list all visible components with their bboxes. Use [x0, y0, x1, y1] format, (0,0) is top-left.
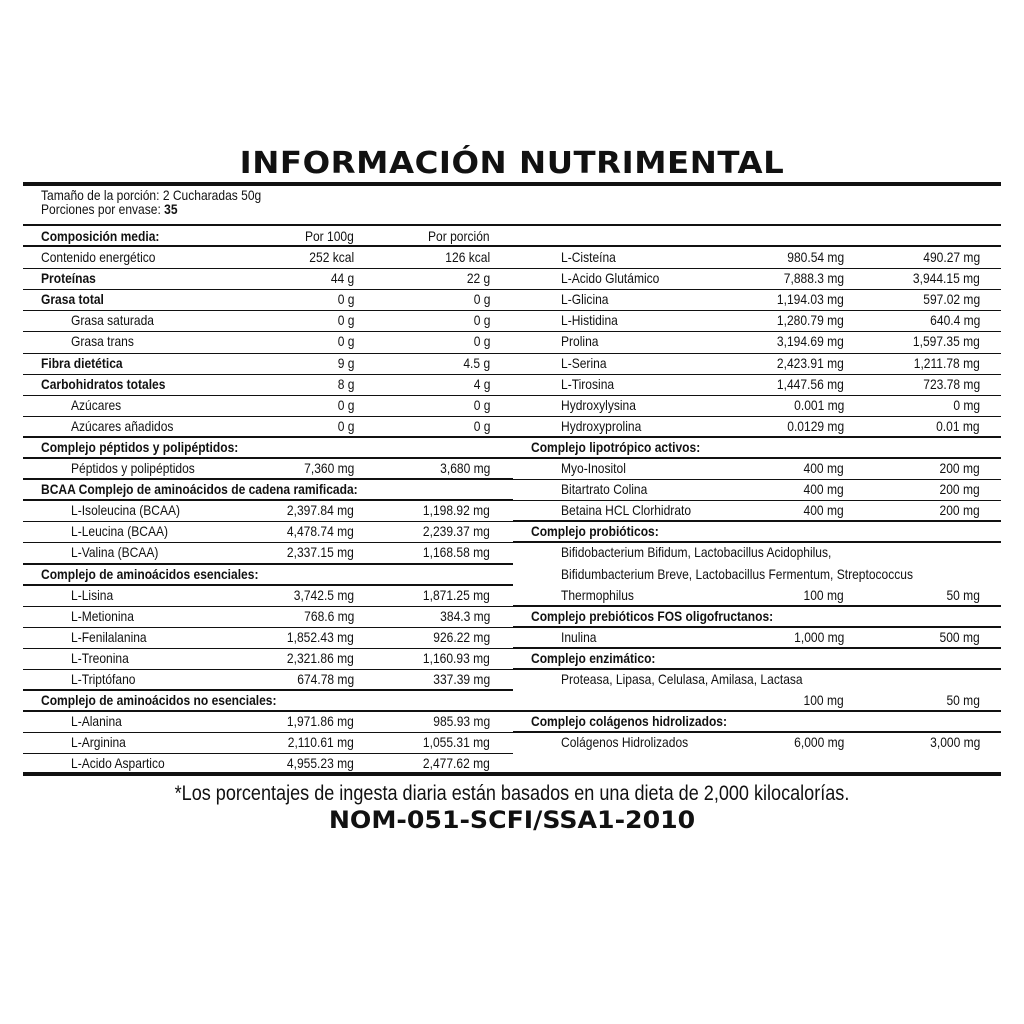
value-per-serving: 985.93 mg [433, 713, 490, 730]
row-divider [23, 353, 513, 354]
row-divider [513, 647, 1001, 649]
value-per100: 0 g [337, 312, 354, 329]
row-label: Azúcares [71, 396, 122, 413]
row-divider [513, 710, 1001, 712]
row-label: L-Arginina [71, 734, 126, 751]
value-per-serving: 50 mg [946, 692, 980, 709]
serving-info [41, 188, 261, 216]
value-per-serving: 1,168.58 mg [423, 544, 490, 561]
value-per100: 2,337.15 mg [287, 544, 354, 561]
value-per100: 1,194.03 mg [777, 291, 844, 308]
row-label: Proteasa, Lipasa, Celulasa, Amilasa, Lactasa [561, 671, 803, 687]
header-rule [23, 245, 513, 247]
row-divider [23, 521, 513, 522]
header-per100: Por 100g [305, 228, 354, 244]
value-per-serving: 384.3 mg [439, 607, 490, 624]
value-per100: 0 g [337, 417, 354, 434]
value-per100: 400 mg [803, 481, 844, 498]
value-per-serving: 200 mg [939, 481, 980, 498]
value-per100: 3,742.5 mg [293, 586, 354, 603]
row-label: L-Isoleucina (BCAA) [71, 502, 181, 519]
value-per100: 768.6 mg [303, 607, 354, 624]
value-per100: 400 mg [803, 502, 844, 519]
value-per100: 980.54 mg [787, 249, 844, 265]
norm-code: NOM-051-SCFI/SSA1-2010 [328, 806, 696, 834]
value-per100: 44 g [330, 270, 354, 287]
serving-size-label: Tamaño de la porción: [41, 187, 160, 203]
row-label: L-Lisina [71, 586, 114, 603]
header-per-serving: Por porción [428, 228, 490, 244]
value-per100: 674.78 mg [297, 671, 354, 687]
row-divider [23, 268, 513, 269]
row-divider [513, 331, 1001, 332]
row-label: L-Cisteína [561, 249, 616, 265]
row-divider [23, 669, 513, 670]
row-label: L-Tirosina [561, 375, 615, 392]
value-per-serving: 2,477.62 mg [423, 755, 490, 772]
bottom-rule [23, 772, 1001, 776]
value-per-serving: 1,211.78 mg [913, 354, 980, 371]
row-divider [23, 753, 513, 754]
row-divider [513, 500, 1001, 501]
row-divider [513, 436, 1001, 438]
value-per100: 2,321.86 mg [287, 649, 354, 666]
row-label: Azúcares añadidos [71, 417, 174, 434]
value-per100: 4,478.74 mg [287, 523, 354, 540]
value-per100: 0.001 mg [793, 396, 844, 413]
row-divider [513, 416, 1001, 417]
value-per-serving: 0 mg [953, 396, 980, 413]
value-per-serving: 0 g [473, 396, 490, 413]
row-label: Inulina [561, 628, 597, 645]
value-per-serving: 723.78 mg [923, 375, 980, 392]
header-rule-right [513, 245, 1001, 247]
value-per100: 0.0129 mg [787, 417, 844, 434]
row-divider [513, 374, 1001, 375]
row-divider [23, 689, 513, 691]
value-per-serving: 1,055.31 mg [423, 734, 490, 751]
row-divider [23, 542, 513, 543]
value-per100: 2,110.61 mg [287, 734, 354, 751]
section-heading: Complejo de aminoácidos esenciales: [41, 565, 259, 582]
row-divider [513, 626, 1001, 628]
row-divider [23, 584, 513, 586]
section-heading: Complejo colágenos hidrolizados: [531, 713, 728, 730]
row-label: Bitartrato Colina [561, 481, 648, 498]
value-per-serving: 337.39 mg [433, 671, 490, 687]
value-per-serving: 3,000 mg [929, 734, 980, 751]
row-label: Grasa trans [71, 333, 134, 350]
value-per-serving: 0.01 mg [936, 417, 980, 434]
value-per100: 2,397.84 mg [287, 502, 354, 519]
value-per-serving: 0 g [473, 312, 490, 329]
section-heading: Complejo probióticos: [531, 523, 659, 540]
row-label: L-Metionina [71, 607, 134, 624]
value-per-serving: 200 mg [939, 460, 980, 476]
value-per-serving: 4.5 g [463, 354, 490, 371]
row-label: Proteínas [41, 270, 96, 287]
row-divider [23, 732, 513, 733]
section-heading: Complejo prebióticos FOS oligofructanos: [531, 607, 774, 624]
row-divider [23, 331, 513, 332]
row-divider [513, 731, 1001, 733]
value-per-serving: 22 g [466, 270, 490, 287]
value-per100: 100 mg [803, 692, 844, 709]
value-per-serving: 0 g [473, 333, 490, 350]
value-per-serving: 4 g [473, 375, 490, 392]
row-label: L-Valina (BCAA) [71, 544, 159, 561]
row-divider [23, 499, 513, 501]
value-per-serving: 200 mg [939, 502, 980, 519]
row-label: L-Acido Glutámico [561, 270, 660, 287]
value-per-serving: 50 mg [946, 586, 980, 603]
row-label: Grasa saturada [71, 312, 154, 329]
row-divider [513, 520, 1001, 522]
value-per-serving: 1,198.92 mg [423, 502, 490, 519]
row-divider [23, 395, 513, 396]
page-title: INFORMACIÓN NUTRIMENTAL [239, 146, 785, 181]
row-divider [23, 563, 513, 565]
row-divider [513, 479, 1001, 480]
value-per-serving: 1,160.93 mg [423, 649, 490, 666]
row-label: Hydroxylysina [561, 396, 636, 413]
footnote: *Los porcentajes de ingesta diaria están basados en una dieta de 2,000 kilocalorías. [174, 782, 850, 805]
row-label: Prolina [561, 333, 599, 350]
serving-size-value: 2 Cucharadas 50g [162, 187, 262, 203]
row-label: Contenido energético [41, 249, 156, 265]
row-divider [513, 289, 1001, 290]
value-per100: 0 g [337, 291, 354, 308]
value-per100: 0 g [337, 333, 354, 350]
value-per-serving: 0 g [473, 291, 490, 308]
section-heading: Complejo enzimático: [531, 649, 656, 666]
value-per-serving: 597.02 mg [923, 291, 980, 308]
header-composition: Composición media: [41, 228, 160, 244]
value-per100: 7,888.3 mg [783, 270, 844, 287]
value-per100: 2,423.91 mg [777, 354, 844, 371]
title-rule [23, 182, 1001, 186]
row-label: Péptidos y polipéptidos [71, 460, 195, 476]
row-divider [23, 436, 513, 438]
value-per100: 9 g [337, 354, 354, 371]
row-label: L-Serina [561, 354, 607, 371]
row-divider [23, 457, 513, 459]
value-per-serving: 640.4 mg [929, 312, 980, 329]
row-divider [513, 457, 1001, 459]
row-label: L-Alanina [71, 713, 122, 730]
row-label: L-Triptófano [71, 671, 136, 687]
serving-rule [23, 224, 1001, 226]
row-divider [513, 541, 1001, 543]
row-label: Bifidumbacterium Breve, Lactobacillus Fermentum, Streptococcus [561, 565, 913, 582]
value-per-serving: 1,597.35 mg [913, 333, 980, 350]
value-per100: 1,447.56 mg [777, 375, 844, 392]
row-label: L-Acido Aspartico [71, 755, 165, 772]
row-divider [23, 648, 513, 649]
row-label: Colágenos Hidrolizados [561, 734, 689, 751]
servings-per-container-label: Porciones por envase: [41, 201, 161, 217]
row-divider [23, 710, 513, 712]
row-divider [23, 478, 513, 480]
row-divider [513, 310, 1001, 311]
row-divider [513, 268, 1001, 269]
row-label: Betaina HCL Clorhidrato [561, 502, 692, 519]
row-divider [513, 395, 1001, 396]
value-per-serving: 490.27 mg [923, 249, 980, 265]
value-per-serving: 3,944.15 mg [913, 270, 980, 287]
value-per-serving: 3,680 mg [439, 460, 490, 476]
row-label: Carbohidratos totales [41, 375, 166, 392]
servings-per-container-value: 35 [164, 201, 178, 217]
section-heading: BCAA Complejo de aminoácidos de cadena ramificada: [41, 481, 358, 498]
row-label: Fibra dietética [41, 354, 123, 371]
row-label: L-Histidina [561, 312, 618, 329]
value-per-serving: 926.22 mg [433, 628, 490, 645]
value-per-serving: 2,239.37 mg [423, 523, 490, 540]
value-per100: 100 mg [803, 586, 844, 603]
row-label: Myo-Inositol [561, 460, 626, 476]
row-divider [513, 353, 1001, 354]
row-label: L-Glicina [561, 291, 609, 308]
value-per100: 3,194.69 mg [777, 333, 844, 350]
section-heading: Complejo péptidos y polipéptidos: [41, 438, 239, 455]
value-per100: 1,280.79 mg [777, 312, 844, 329]
row-label: Bifidobacterium Bifidum, Lactobacillus Acidophilus, [561, 544, 832, 561]
row-divider [513, 668, 1001, 670]
row-divider [23, 606, 513, 607]
value-per-serving: 126 kcal [445, 249, 490, 265]
value-per100: 400 mg [803, 460, 844, 476]
row-divider [513, 605, 1001, 607]
row-label: L-Leucina (BCAA) [71, 523, 169, 540]
value-per100: 1,000 mg [793, 628, 844, 645]
row-divider [23, 374, 513, 375]
row-label: L-Treonina [71, 649, 129, 666]
row-divider [23, 289, 513, 290]
value-per100: 1,971.86 mg [287, 713, 354, 730]
value-per-serving: 500 mg [939, 628, 980, 645]
value-per100: 252 kcal [309, 249, 354, 265]
value-per100: 1,852.43 mg [287, 628, 354, 645]
row-divider [23, 310, 513, 311]
section-heading: Complejo de aminoácidos no esenciales: [41, 692, 277, 709]
row-label: Grasa total [41, 291, 104, 308]
value-per100: 0 g [337, 396, 354, 413]
row-divider [23, 627, 513, 628]
section-heading: Complejo lipotrópico activos: [531, 438, 701, 455]
value-per-serving: 0 g [473, 417, 490, 434]
value-per100: 4,955.23 mg [287, 755, 354, 772]
row-label: Thermophilus [561, 586, 634, 603]
value-per-serving: 1,871.25 mg [423, 586, 490, 603]
row-label: L-Fenilalanina [71, 628, 147, 645]
row-label: Hydroxyprolina [561, 417, 642, 434]
value-per100: 6,000 mg [793, 734, 844, 751]
value-per100: 7,360 mg [303, 460, 354, 476]
value-per100: 8 g [337, 375, 354, 392]
row-divider [23, 416, 513, 417]
